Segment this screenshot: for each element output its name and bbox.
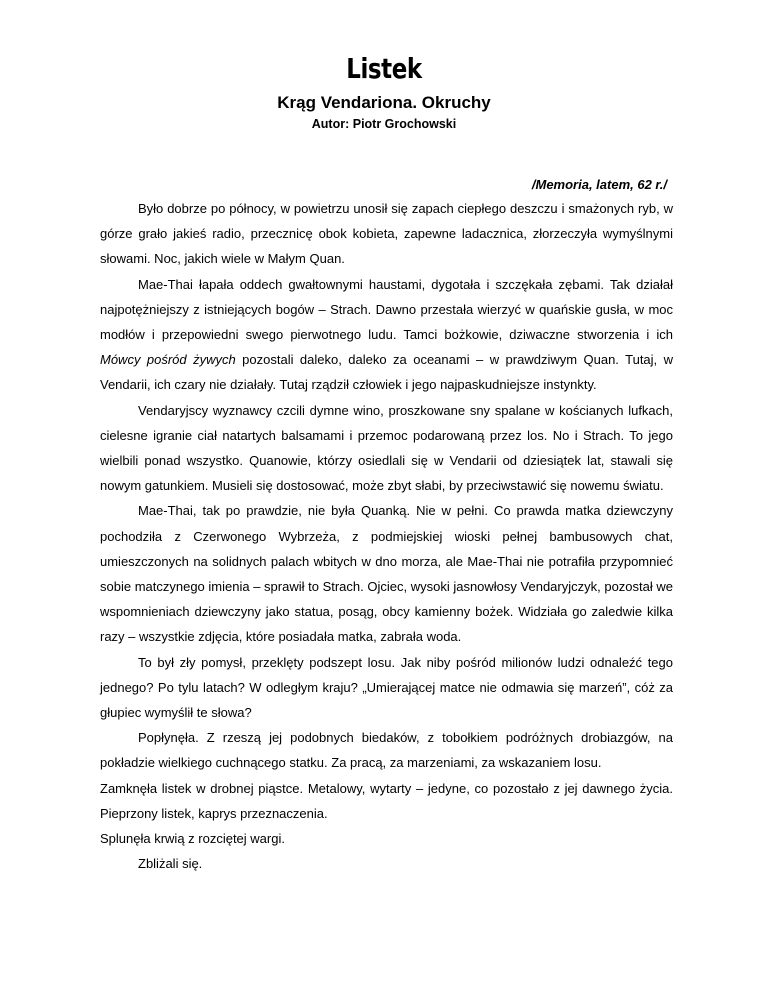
- paragraph-2-part-1: Mae-Thai łapała oddech gwałtownymi haustami, dygotała i szczękała zębami. Tak działał najpotężniejszy z istniejących bogów – Strach. Dawno przestała wierzyć w quańskie gusła, w moc modłów i przepowiedni swego pierwotnego ludu. Tamci bożkowie, dziwaczne stworzenia i ich: [100, 276, 673, 343]
- paragraph-1: Było dobrze po północy, w powietrzu unosił się zapach ciepłego deszczu i smażonych ryb, w górze grało jakieś radio, przecznicę obok kobieta, zapewne ladacznica, złorzeczyła wymyślnymi słowami. Noc, jakich wiele w Małym Quan.: [100, 201, 673, 267]
- paragraph-2-italic-phrase: Mówcy pośród żywych: [100, 352, 236, 368]
- paragraph-3: Vendaryjscy wyznawcy czcili dymne wino, proszkowane sny spalane w kościanych lufkach, cielesne igranie ciał natartych balsamami i przemoc podarowaną przez los. No i Strach. To jego wielbili ponad wszystko. Quanowie, którzy osiedlali się w Vendarii od dziesiątek lat, stawali się nowym gatunkiem. Musieli się dostosować, może zbyt słabi, by przeciwstawić się nowemu światu.: [100, 402, 673, 494]
- paragraph-5: To był zły pomysł, przeklęty podszept losu. Jak niby pośród milionów ludzi odnaleźć tego jednego? Po tylu latach? W odległym kraju? „Umierającej matce nie odmawia się marzeń”, cóż za głupiec wymyślił te słowa?: [100, 654, 673, 721]
- document-title: Listek: [346, 52, 422, 85]
- paragraph-7: Zamknęła listek w drobnej piąstce. Metalowy, wytarty – jedyne, co pozostało z jej dawnego życia. Pieprzony listek, kaprys przeznaczenia.: [100, 780, 673, 821]
- place-date-line: /Memoria, latem, 62 r./: [531, 177, 667, 192]
- story-body: [100, 196, 673, 876]
- paragraph-2-part-2: pozostali daleko, daleko za oceanami – w prawdziwym Quan. Tutaj, w Vendarii, ich czary nie działały. Tutaj rządził człowiek i jego najpaskudniejsze instynkty.: [100, 352, 673, 393]
- document-subtitle: Krąg Vendariona. Okruchy: [277, 93, 491, 112]
- paragraph-6: Popłynęła. Z rzeszą jej podobnych biedaków, z tobołkiem podróżnych drobiazgów, na pokładzie wielkiego cuchnącego statku. Za pracą, za marzeniami, za wskazaniem losu.: [100, 730, 673, 771]
- paragraph-4: Mae-Thai, tak po prawdzie, nie była Quanką. Nie w pełni. Co prawda matka dziewczyny pochodziła z Czerwonego Wybrzeża, z podmiejskiej wioski pełnej bambusowych chat, umieszczonych na solidnych palach wbitych w dno morza, ale Mae-Thai nie potrafiła przypomnieć sobie matczynego imienia – sprawił to Strach. Ojciec, wysoki jasnowłosy Vendaryjczyk, pozostał we wspomnieniach dziewczyny jako statua, posąg, obcy kamienny bożek. Widziała go zaledwie kilka razy – wszystkie zdjęcia, które posiadała matka, zabrała woda.: [100, 503, 673, 645]
- paragraph-2: [100, 272, 673, 398]
- paragraph-9: Zbliżali się.: [138, 856, 203, 872]
- author-line: Autor: Piotr Grochowski: [311, 117, 457, 131]
- paragraph-8: Splunęła krwią z rozciętej wargi.: [100, 831, 285, 847]
